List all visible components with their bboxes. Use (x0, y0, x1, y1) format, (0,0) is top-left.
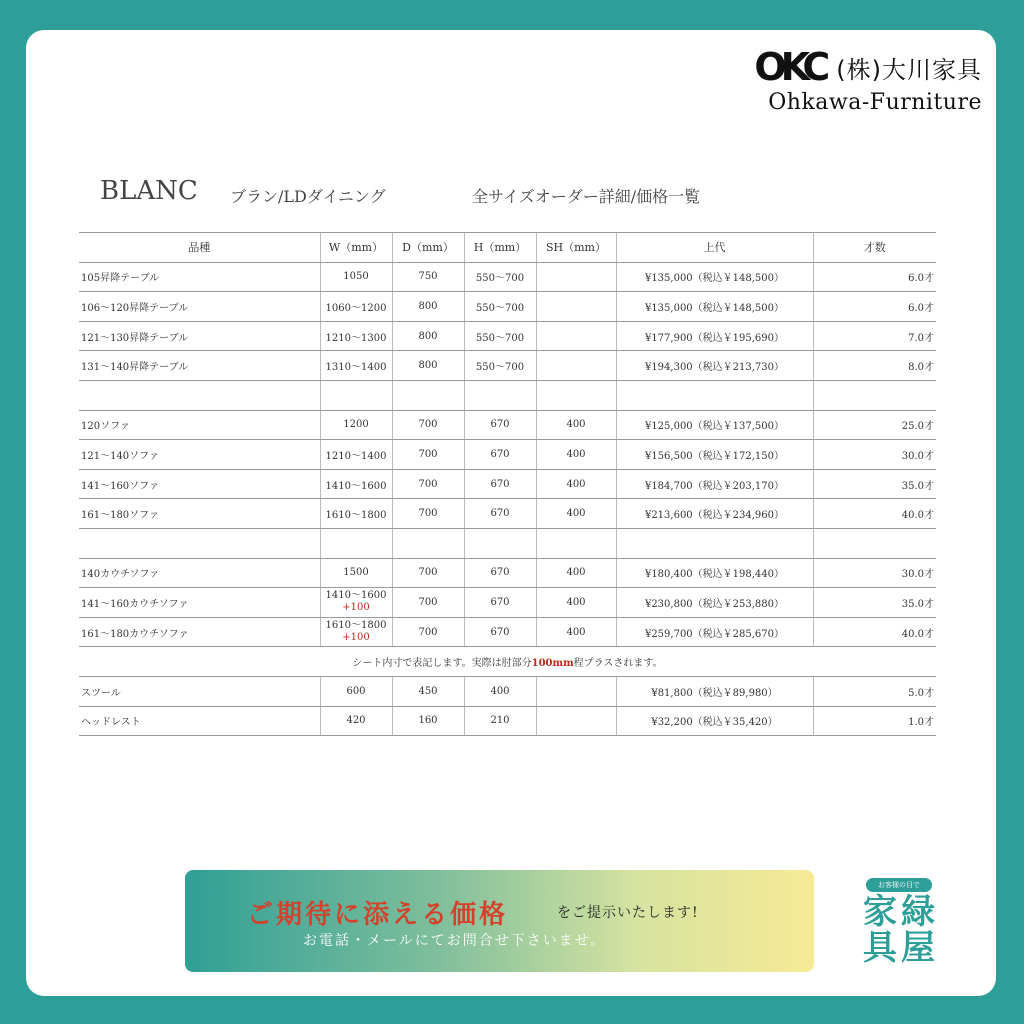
product-name-cell: 141～160カウチソファ (79, 588, 320, 618)
seat-height-cell (536, 262, 616, 292)
price-cell: ¥184,700（税込￥203,170） (616, 469, 813, 499)
width-extra: +100 (342, 602, 370, 614)
column-header: W（mm） (320, 233, 392, 263)
table-row (79, 351, 936, 381)
seat-height-cell: 400 (536, 617, 616, 647)
column-header: 品種 (79, 233, 320, 263)
price-cell: ¥135,000（税込￥148,500） (616, 292, 813, 322)
height-cell: 670 (464, 558, 536, 588)
volume-cell: 30.0才 (813, 558, 936, 588)
table-row (79, 499, 936, 529)
page-heading (100, 172, 960, 212)
volume-cell: 5.0才 (813, 676, 936, 706)
seat-height-cell (536, 351, 616, 381)
price-cell: ¥32,200（税込￥35,420） (616, 706, 813, 736)
banner-highlight: ご期待に添える価格 (247, 900, 509, 930)
product-name: BLANC (100, 176, 198, 206)
seat-height-cell (536, 528, 616, 558)
contact-banner (185, 870, 814, 972)
height-cell: 670 (464, 469, 536, 499)
stamp-char: 具 (863, 928, 897, 968)
table-row (79, 676, 936, 706)
height-cell: 550～700 (464, 321, 536, 351)
price-table (79, 232, 936, 736)
depth-cell: 700 (392, 499, 464, 529)
table-row (79, 440, 936, 470)
table-row (79, 292, 936, 322)
price-cell: ¥81,800（税込￥89,980） (616, 676, 813, 706)
height-cell: 550～700 (464, 351, 536, 381)
seat-height-cell: 400 (536, 588, 616, 618)
table-row (79, 410, 936, 440)
depth-cell: 160 (392, 706, 464, 736)
column-header: D（mm） (392, 233, 464, 263)
height-cell (464, 528, 536, 558)
volume-cell: 30.0才 (813, 440, 936, 470)
table-note-row (79, 647, 936, 677)
price-list-title: 全サイズオーダー詳細/価格一覧 (472, 187, 701, 206)
stamp-char: 屋 (901, 928, 935, 968)
banner-highlight-suffix: をご提示いたします! (557, 905, 699, 921)
width-cell: 1210～1300 (320, 321, 392, 351)
product-name-cell: 120ソファ (79, 410, 320, 440)
depth-cell: 700 (392, 410, 464, 440)
price-cell: ¥230,800（税込￥253,880） (616, 588, 813, 618)
dimension-note (79, 647, 936, 677)
price-cell: ¥177,900（税込￥195,690） (616, 321, 813, 351)
brand-block (754, 45, 982, 115)
volume-cell (813, 528, 936, 558)
width-cell: 1500 (320, 558, 392, 588)
product-name-cell: 161～180カウチソファ (79, 617, 320, 647)
height-cell: 670 (464, 499, 536, 529)
product-name-cell: 121～140ソファ (79, 440, 320, 470)
content-card (26, 30, 996, 996)
width-cell (320, 588, 392, 618)
depth-cell: 700 (392, 588, 464, 618)
seat-height-cell: 400 (536, 499, 616, 529)
depth-cell: 700 (392, 469, 464, 499)
seat-height-cell (536, 706, 616, 736)
brand-logo-icon: OKC (754, 45, 825, 89)
table-row (79, 617, 936, 647)
height-cell: 210 (464, 706, 536, 736)
table-header-row (79, 233, 936, 263)
kagu-midoriya-logo-icon (858, 878, 940, 966)
seat-height-cell: 400 (536, 469, 616, 499)
stamp-char: 家 (863, 892, 897, 932)
seat-height-cell (536, 380, 616, 410)
table-row (79, 588, 936, 618)
table-row (79, 262, 936, 292)
note-emphasis: 100mm (531, 658, 574, 670)
product-name-cell: 105昇降テーブル (79, 262, 320, 292)
table-row (79, 706, 936, 736)
table-row (79, 321, 936, 351)
width-range: 1610～1800 (325, 620, 387, 632)
seat-height-cell: 400 (536, 558, 616, 588)
volume-cell: 6.0才 (813, 292, 936, 322)
depth-cell: 700 (392, 558, 464, 588)
width-cell: 1310～1400 (320, 351, 392, 381)
product-subtitle: ブラン/LDダイニング (230, 187, 386, 206)
brand-name-en: Ohkawa-Furniture (768, 90, 982, 115)
depth-cell: 800 (392, 321, 464, 351)
width-cell: 600 (320, 676, 392, 706)
volume-cell: 40.0才 (813, 499, 936, 529)
depth-cell (392, 380, 464, 410)
price-cell: ¥194,300（税込￥213,730） (616, 351, 813, 381)
width-cell: 1610～1800 (320, 499, 392, 529)
table-row (79, 528, 936, 558)
volume-cell: 35.0才 (813, 588, 936, 618)
price-cell: ¥135,000（税込￥148,500） (616, 262, 813, 292)
width-cell: 420 (320, 706, 392, 736)
price-cell: ¥156,500（税込￥172,150） (616, 440, 813, 470)
volume-cell: 1.0才 (813, 706, 936, 736)
product-name-cell: 161～180ソファ (79, 499, 320, 529)
seat-height-cell: 400 (536, 440, 616, 470)
volume-cell: 8.0才 (813, 351, 936, 381)
depth-cell: 800 (392, 351, 464, 381)
width-cell (320, 380, 392, 410)
banner-contact-line: お電話・メールにてお問合せ下さいませ。 (303, 933, 607, 949)
depth-cell: 450 (392, 676, 464, 706)
width-cell: 1060～1200 (320, 292, 392, 322)
price-cell (616, 380, 813, 410)
product-name-cell: ヘッドレスト (79, 706, 320, 736)
price-cell: ¥213,600（税込￥234,960） (616, 499, 813, 529)
volume-cell: 6.0才 (813, 262, 936, 292)
brand-name-jp: (株)大川家具 (836, 55, 982, 84)
price-cell: ¥125,000（税込￥137,500） (616, 410, 813, 440)
table-row (79, 558, 936, 588)
volume-cell: 35.0才 (813, 469, 936, 499)
seat-height-cell: 400 (536, 410, 616, 440)
product-name-cell: 131～140昇降テーブル (79, 351, 320, 381)
product-name-cell: スツール (79, 676, 320, 706)
volume-cell (813, 380, 936, 410)
volume-cell: 40.0才 (813, 617, 936, 647)
volume-cell: 7.0才 (813, 321, 936, 351)
price-cell: ¥180,400（税込￥198,440） (616, 558, 813, 588)
width-range: 1410～1600 (325, 590, 387, 602)
stamp-tagline: お客様の目で (866, 878, 932, 892)
product-name-cell (79, 528, 320, 558)
column-header: H（mm） (464, 233, 536, 263)
width-cell: 1200 (320, 410, 392, 440)
height-cell (464, 380, 536, 410)
depth-cell: 750 (392, 262, 464, 292)
volume-cell: 25.0才 (813, 410, 936, 440)
width-cell: 1050 (320, 262, 392, 292)
price-cell: ¥259,700（税込￥285,670） (616, 617, 813, 647)
depth-cell: 700 (392, 617, 464, 647)
column-header: SH（mm） (536, 233, 616, 263)
height-cell: 550～700 (464, 292, 536, 322)
seat-height-cell (536, 321, 616, 351)
product-name-cell (79, 380, 320, 410)
height-cell: 670 (464, 617, 536, 647)
height-cell: 670 (464, 588, 536, 618)
height-cell: 400 (464, 676, 536, 706)
column-header: 才数 (813, 233, 936, 263)
note-text: 程プラスされます。 (573, 658, 663, 670)
table-row (79, 380, 936, 410)
note-text: シート内寸で表記します。実際は肘部分 (352, 658, 532, 670)
depth-cell: 800 (392, 292, 464, 322)
seat-height-cell (536, 292, 616, 322)
height-cell: 670 (464, 440, 536, 470)
height-cell: 670 (464, 410, 536, 440)
table-row (79, 469, 936, 499)
width-cell: 1210～1400 (320, 440, 392, 470)
product-name-cell: 106～120昇降テーブル (79, 292, 320, 322)
product-name-cell: 140カウチソファ (79, 558, 320, 588)
width-cell (320, 528, 392, 558)
seat-height-cell (536, 676, 616, 706)
height-cell: 550～700 (464, 262, 536, 292)
width-extra: +100 (342, 632, 370, 644)
stamp-char: 緑 (901, 892, 935, 932)
column-header: 上代 (616, 233, 813, 263)
product-name-cell: 121～130昇降テーブル (79, 321, 320, 351)
width-cell (320, 617, 392, 647)
price-cell (616, 528, 813, 558)
depth-cell: 700 (392, 440, 464, 470)
depth-cell (392, 528, 464, 558)
product-name-cell: 141～160ソファ (79, 469, 320, 499)
width-cell: 1410～1600 (320, 469, 392, 499)
